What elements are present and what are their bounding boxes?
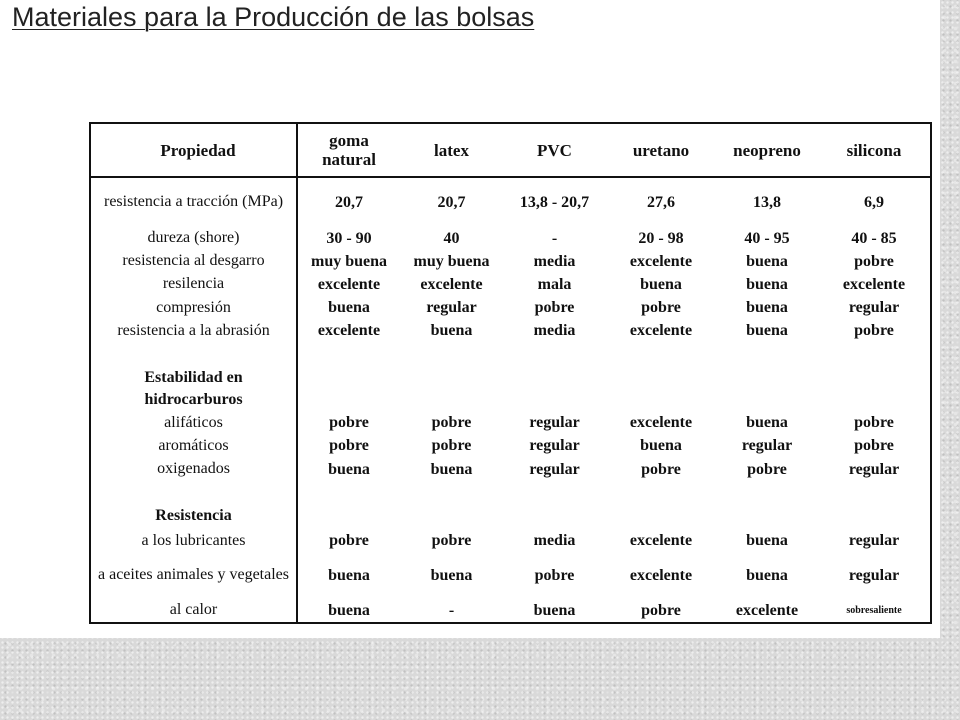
table-cell: buena [746,275,788,293]
table-cell: regular [848,299,900,317]
table-cell: pobre [641,601,681,619]
table-cell: excelente [629,532,693,550]
table-cell: excelente [629,566,693,584]
table-cell: sobresaliente [846,604,902,616]
property-label: oxigenados [91,457,297,480]
table-cell: regular [426,299,477,317]
header-cell: uretano [606,124,716,177]
table-cell: pobre [641,299,681,317]
table-cell: muy buena [310,252,388,270]
header-cell: Propiedad [91,124,297,177]
table-cell: - [448,601,455,619]
table-cell: 30 - 90 [326,229,372,247]
table-cell: regular [529,437,580,455]
table-cell: buena [746,299,788,317]
property-label: resistencia a tracción (MPa) [91,177,297,226]
table-cell: regular [529,460,580,478]
header-cell: latex [400,124,503,177]
table-row [91,319,930,342]
table-cell: buena [328,460,370,478]
table-cell: buena [746,322,788,340]
properties-table [91,124,930,622]
table-cell: buena [430,566,473,584]
table-row [91,250,930,273]
table-row [91,177,930,226]
table-cell: pobre [329,437,369,455]
table-cell: excelente [842,275,906,293]
table-cell: 20,7 [437,193,466,211]
table-cell: media [533,252,576,270]
table-row [91,296,930,319]
table-cell: pobre [431,532,472,550]
table-cell: 40 - 95 [744,229,790,247]
table-cell: excelente [629,322,693,340]
property-label: resilencia [91,273,297,296]
table-cell: pobre [854,414,894,432]
table-cell: buena [746,252,788,270]
table-cell: 20,7 [335,193,363,211]
table-cell: pobre [534,299,575,317]
table-cell: - [551,229,558,247]
header-cell: PVC [503,124,606,177]
table-cell: regular [848,532,900,550]
table-cell: excelente [317,275,381,293]
table-cell: buena [746,532,788,550]
property-label: al calor [91,599,297,622]
property-label: a aceites animales y vegetales [91,552,297,598]
property-label: aromáticos [91,434,297,457]
table-cell: pobre [329,414,369,432]
table-cell: excelente [629,252,693,270]
header-cell: goma natural [297,124,400,177]
property-label: compresión [91,296,297,319]
table-cell: excelente [317,322,381,340]
spacer-row [91,481,930,503]
header-cell: silicona [818,124,930,177]
table-cell: muy buena [413,252,490,270]
property-label: resistencia al desgarro [91,250,297,273]
table-cell: buena [746,414,788,432]
table-cell: buena [533,601,576,619]
property-label: alifáticos [91,411,297,434]
table-cell: pobre [747,460,787,478]
table-cell: buena [328,299,370,317]
table-cell: pobre [534,566,575,584]
table-cell: 6,9 [864,193,884,211]
table-cell: buena [430,322,473,340]
table-cell: mala [537,275,572,293]
table-cell: pobre [854,322,894,340]
table-cell: media [533,322,576,340]
table-row [91,226,930,249]
table-cell: 40 [443,229,460,247]
table-cell: excelente [629,414,693,432]
section-header-row [91,503,930,529]
table-cell: media [533,532,576,550]
header-cell: neopreno [716,124,818,177]
table-cell: buena [430,460,473,478]
property-label: a los lubricantes [91,529,297,552]
table-cell: excelente [735,601,799,619]
table-row [91,457,930,480]
spacer-row [91,342,930,364]
table-cell: buena [746,566,788,584]
table-cell: pobre [854,437,894,455]
page-title: Materiales para la Producción de las bolsas [12,2,535,32]
table-row [91,599,930,622]
table-row [91,434,930,457]
table-cell: 27,6 [647,193,675,211]
section-header-row [91,365,930,411]
table-cell: buena [328,601,370,619]
table-cell: 20 - 98 [638,229,684,247]
table-row [91,552,930,598]
table-cell: regular [848,566,900,584]
property-label: resistencia a la abrasión [91,319,297,342]
table-cell: pobre [854,252,894,270]
table-cell: 40 - 85 [851,229,897,247]
table-cell: buena [640,437,682,455]
table-cell: regular [741,437,793,455]
table-cell: 13,8 - 20,7 [519,193,590,211]
table-cell: buena [640,275,682,293]
table-cell: 13,8 [753,193,781,211]
table-cell: buena [328,566,370,584]
table-cell: regular [529,414,580,432]
header-row [91,124,930,177]
table-row [91,411,930,434]
table-cell: pobre [641,460,681,478]
table-cell: excelente [420,275,483,293]
table-cell: pobre [431,414,472,432]
property-label: dureza (shore) [91,226,297,249]
section-title-stability: Estabilidad en hidrocarburos [91,365,297,411]
table-cell: pobre [431,437,472,455]
table-cell: regular [848,460,900,478]
table-cell: pobre [329,532,369,550]
materials-table [89,122,932,624]
table-row [91,529,930,552]
table-row [91,273,930,296]
section-title-resistance: Resistencia [91,503,297,529]
